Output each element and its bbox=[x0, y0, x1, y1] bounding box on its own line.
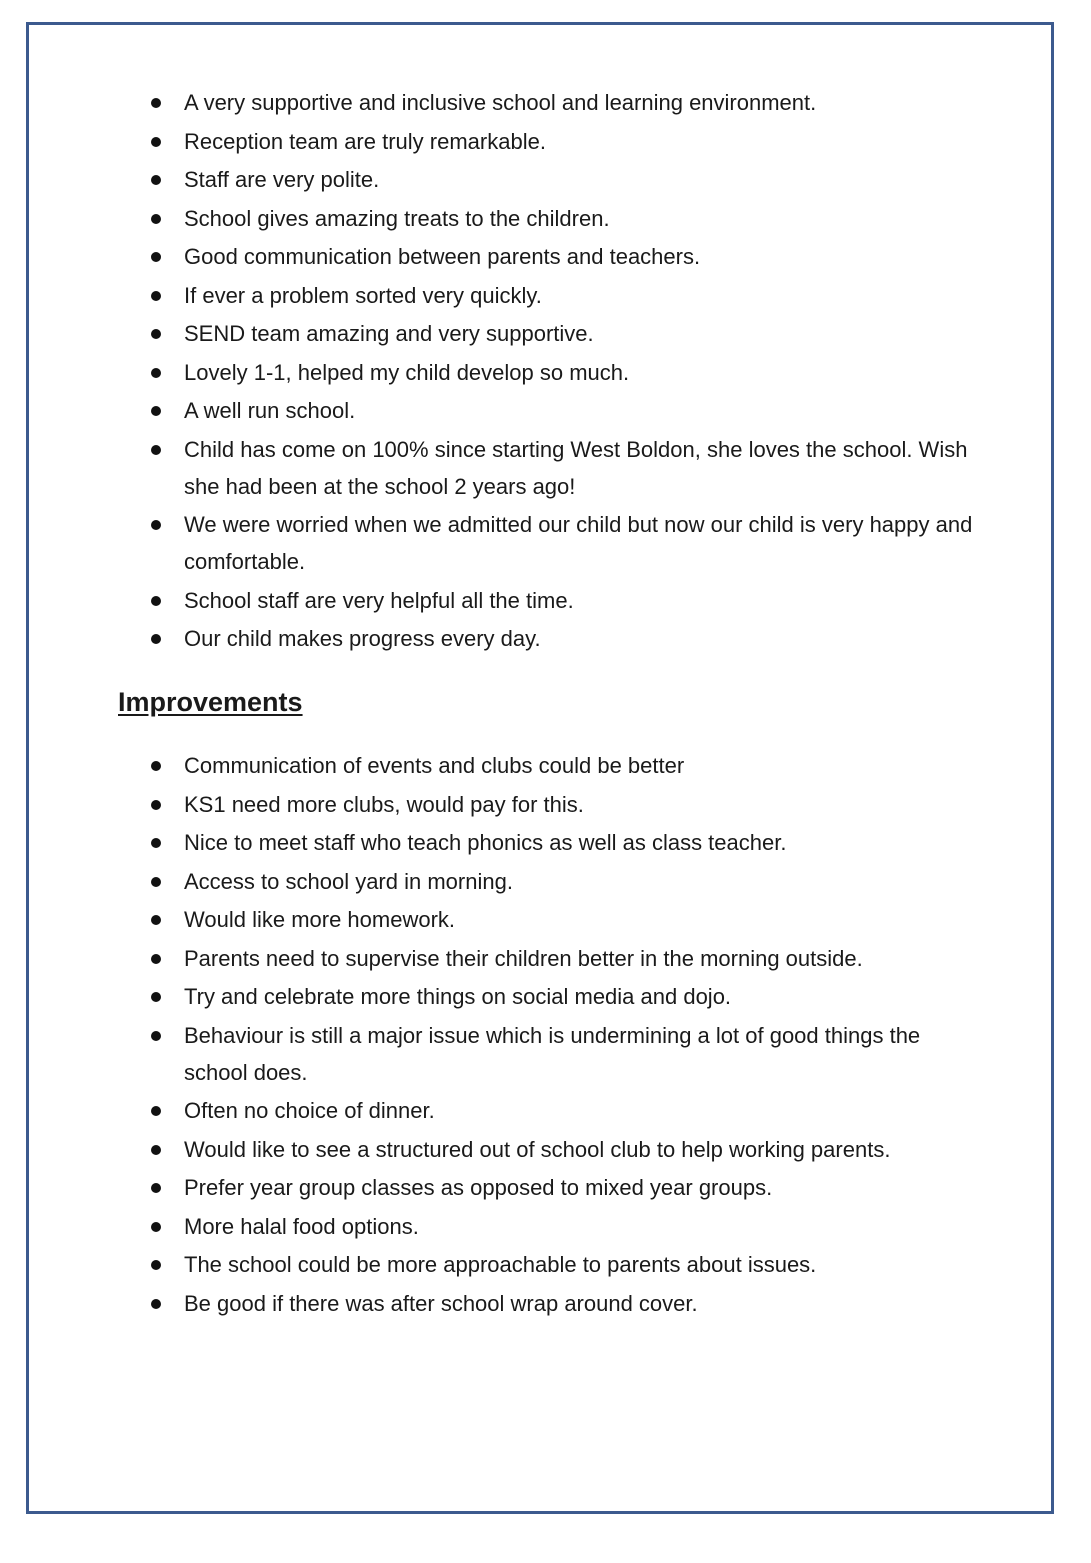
list-item bbox=[118, 786, 978, 823]
bullet-icon bbox=[151, 915, 161, 925]
list-item-text: Lovely 1-1, helped my child develop so much. bbox=[184, 359, 630, 385]
list-item-text: Good communication between parents and teachers. bbox=[184, 244, 701, 269]
bullet-icon bbox=[151, 1183, 161, 1193]
list-item-text: Often no choice of dinner. bbox=[184, 1098, 435, 1123]
list-item bbox=[118, 1169, 978, 1206]
list-item bbox=[118, 1017, 978, 1091]
list-item bbox=[118, 238, 978, 275]
bullet-icon bbox=[151, 137, 161, 147]
bullet-icon bbox=[151, 329, 161, 339]
list-item bbox=[118, 747, 978, 784]
bullet-icon bbox=[151, 1222, 161, 1232]
bullet-icon bbox=[151, 800, 161, 810]
list-item bbox=[118, 506, 978, 580]
list-item bbox=[118, 978, 978, 1015]
strengths-list bbox=[118, 84, 978, 657]
list-item-text: A very supportive and inclusive school and learning environment. bbox=[184, 90, 817, 115]
list-item-text: SEND team amazing and very supportive. bbox=[184, 321, 594, 346]
bullet-icon bbox=[151, 520, 161, 530]
list-item bbox=[118, 582, 978, 619]
list-item-text: We were worried when we admitted our child but now our child is very happy and comfortable. bbox=[184, 512, 973, 574]
list-item bbox=[118, 901, 978, 938]
list-item-text: School gives amazing treats to the children. bbox=[184, 205, 610, 231]
list-item-text: Parents need to supervise their children better in the morning outside. bbox=[184, 945, 863, 971]
list-item bbox=[118, 392, 978, 429]
list-item bbox=[118, 1285, 978, 1322]
list-item bbox=[118, 200, 978, 237]
list-item-text: Nice to meet staff who teach phonics as well as class teacher. bbox=[184, 830, 787, 855]
improvements-list bbox=[118, 747, 978, 1322]
list-item-text: KS1 need more clubs, would pay for this. bbox=[184, 791, 584, 817]
list-item-text: More halal food options. bbox=[184, 1213, 419, 1239]
list-item bbox=[118, 1131, 978, 1168]
bullet-icon bbox=[151, 877, 161, 887]
bullet-icon bbox=[151, 1031, 161, 1041]
list-item bbox=[118, 84, 978, 121]
list-item bbox=[118, 354, 978, 391]
bullet-icon bbox=[151, 252, 161, 262]
list-item-text: A well run school. bbox=[184, 398, 356, 423]
list-item-text: If ever a problem sorted very quickly. bbox=[184, 282, 542, 308]
list-item bbox=[118, 431, 978, 505]
list-item bbox=[118, 123, 978, 160]
list-item-text: Reception team are truly remarkable. bbox=[184, 128, 546, 154]
list-item bbox=[118, 161, 978, 198]
list-item bbox=[118, 940, 978, 977]
bullet-icon bbox=[151, 214, 161, 224]
bullet-icon bbox=[151, 838, 161, 848]
list-item bbox=[118, 1208, 978, 1245]
list-item-text: Communication of events and clubs could be better bbox=[184, 753, 685, 778]
list-item-text: Staff are very polite. bbox=[184, 167, 380, 192]
list-item bbox=[118, 1092, 978, 1129]
list-item-text: Behaviour is still a major issue which is undermining a lot of good things the school does. bbox=[184, 1022, 921, 1085]
list-item-text: The school could be more approachable to parents about issues. bbox=[184, 1252, 817, 1277]
bullet-icon bbox=[151, 175, 161, 185]
bullet-icon bbox=[151, 98, 161, 108]
bullet-icon bbox=[151, 1106, 161, 1116]
list-item bbox=[118, 824, 978, 861]
bullet-icon bbox=[151, 1260, 161, 1270]
list-item bbox=[118, 620, 978, 657]
list-item-text: Access to school yard in morning. bbox=[184, 868, 513, 894]
list-item bbox=[118, 863, 978, 900]
list-item bbox=[118, 277, 978, 314]
list-item-text: Be good if there was after school wrap around cover. bbox=[184, 1290, 698, 1316]
bullet-icon bbox=[151, 954, 161, 964]
bullet-icon bbox=[151, 992, 161, 1002]
bullet-icon bbox=[151, 1145, 161, 1155]
bullet-icon bbox=[151, 406, 161, 416]
list-item-text: Would like to see a structured out of school club to help working parents. bbox=[184, 1136, 891, 1162]
list-item-text: Child has come on 100% since starting West Boldon, she loves the school. Wish she had been at the school 2 years ago! bbox=[184, 436, 968, 499]
list-item-text: Prefer year group classes as opposed to mixed year groups. bbox=[184, 1175, 773, 1200]
list-item-text: Our child makes progress every day. bbox=[184, 626, 541, 651]
bullet-icon bbox=[151, 596, 161, 606]
list-item-text: Try and celebrate more things on social media and dojo. bbox=[184, 984, 732, 1009]
list-item bbox=[118, 1246, 978, 1283]
bullet-icon bbox=[151, 1299, 161, 1309]
list-item bbox=[118, 315, 978, 352]
improvements-heading: Improvements bbox=[118, 687, 303, 717]
bullet-icon bbox=[151, 445, 161, 455]
list-item-text: Would like more homework. bbox=[184, 907, 456, 932]
bullet-icon bbox=[151, 634, 161, 644]
bullet-icon bbox=[151, 368, 161, 378]
list-item-text: School staff are very helpful all the time. bbox=[184, 587, 574, 613]
document-content bbox=[118, 84, 978, 1323]
bullet-icon bbox=[151, 291, 161, 301]
bullet-icon bbox=[151, 761, 161, 771]
